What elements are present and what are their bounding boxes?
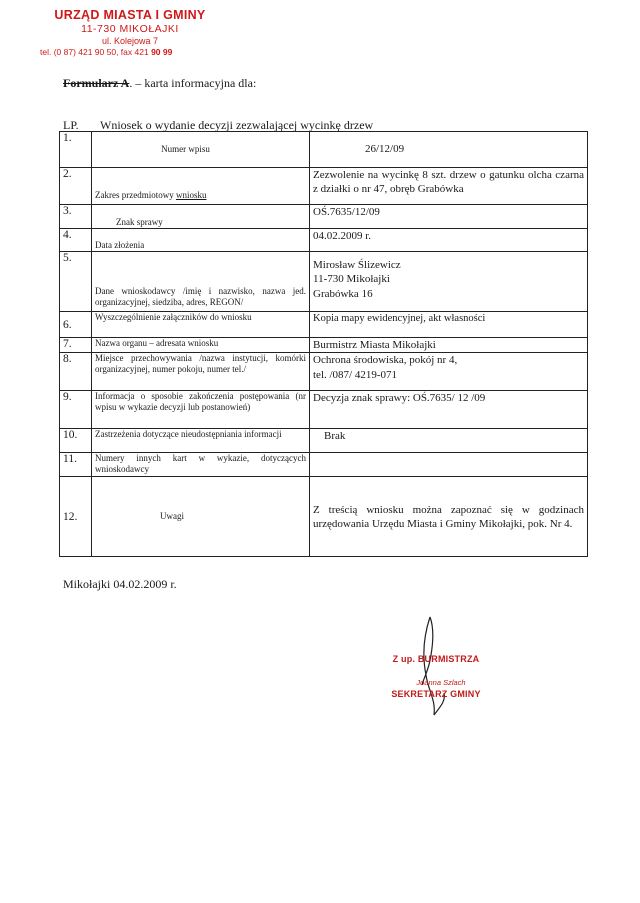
row-number: 6. bbox=[60, 312, 92, 338]
row-value-text: 26/12/09 bbox=[365, 143, 405, 156]
applicant-postcode: 11-730 Mikołajki bbox=[313, 273, 390, 286]
row-label-text: Miejsce przechowywania /nazwa instytucji, komórki organizacyjnej, numer pokoju, numer tel./ bbox=[95, 353, 306, 375]
row-number: 4. bbox=[60, 229, 92, 252]
row-number: 3. bbox=[60, 205, 92, 229]
row-value-text: Brak bbox=[324, 430, 346, 443]
table-row bbox=[60, 391, 588, 429]
row-number: 1. bbox=[60, 132, 92, 168]
applicant-address: Grabówka 16 bbox=[313, 287, 373, 300]
table-row bbox=[60, 132, 588, 168]
row-value: Zezwolenie na wycinkę 8 szt. drzew o gatunku olcha czarna z działki o nr 47, obręb Grabówka bbox=[310, 168, 588, 205]
office-stamp-phone-text: tel. (0 87) 421 90 50, fax 421 bbox=[40, 46, 152, 57]
table-row bbox=[60, 477, 588, 557]
row-value bbox=[310, 453, 588, 477]
signature-stamp-title: SEKRETARZ GMINY bbox=[391, 689, 481, 699]
row-number: 11. bbox=[60, 453, 92, 477]
table-row bbox=[60, 229, 588, 252]
row-label bbox=[92, 353, 310, 391]
row-value bbox=[310, 312, 588, 338]
row-label bbox=[92, 338, 310, 353]
table-row bbox=[60, 453, 588, 477]
row-value: 04.02.2009 r. bbox=[310, 229, 588, 252]
row-label-text: Informacja o sposobie zakończenia postępowania (nr wpisu w wykazie decyzji lub postanowień) bbox=[95, 391, 306, 413]
row-label-text: Numer wpisu bbox=[161, 144, 210, 155]
row-label bbox=[92, 312, 310, 338]
signature-stamp-name: Joanna Szlach bbox=[416, 678, 466, 687]
row-number: 5. bbox=[60, 252, 92, 312]
row-label bbox=[92, 205, 310, 229]
row-value-text: Kopia mapy ewidencyjnej, akt własności bbox=[313, 313, 486, 324]
application-title: Wniosek o wydanie decyzji zezwalającej wycinkę drzew bbox=[100, 118, 374, 132]
row-label-text: Uwagi bbox=[160, 511, 184, 522]
row-label bbox=[92, 477, 310, 557]
row-number: 12. bbox=[60, 477, 92, 557]
place-and-date: Mikołajki 04.02.2009 r. bbox=[63, 577, 177, 591]
row-value: Burmistrz Miasta Mikołajki bbox=[310, 338, 588, 353]
row-number: 2. bbox=[60, 168, 92, 205]
lp-label: LP. bbox=[63, 118, 79, 132]
row-label-text: Nazwa organu – adresata wniosku bbox=[95, 338, 219, 348]
applicant-name: Mirosław Ślizewicz bbox=[313, 259, 401, 271]
info-table bbox=[59, 131, 588, 557]
table-row bbox=[60, 312, 588, 338]
row-value bbox=[310, 252, 588, 312]
row-value bbox=[310, 353, 588, 391]
storage-phone: tel. /087/ 4219-071 bbox=[313, 368, 398, 381]
storage-location: Ochrona środowiska, pokój nr 4, bbox=[313, 354, 458, 367]
table-row bbox=[60, 205, 588, 229]
table-row bbox=[60, 429, 588, 453]
row-label-underlined: wniosku bbox=[175, 190, 207, 201]
signature-stamp bbox=[376, 654, 496, 699]
row-value bbox=[310, 132, 588, 168]
row-number: 10. bbox=[60, 429, 92, 453]
row-number: 8. bbox=[60, 353, 92, 391]
row-number: 7. bbox=[60, 338, 92, 353]
row-value bbox=[310, 429, 588, 453]
office-stamp-fax-tail: 90 99 bbox=[151, 46, 173, 57]
form-title-prefix: Formularz A bbox=[63, 76, 130, 90]
row-value: OŚ.7635/12/09 bbox=[310, 205, 588, 229]
row-value: Z treścią wniosku można zapoznać się w godzinach urzędowania Urzędu Miasta i Gminy Mikołajki, pok. Nr 4. bbox=[310, 477, 588, 557]
row-label-text: Numery innych kart w wykazie, dotyczących wnioskodawcy bbox=[95, 453, 306, 475]
form-title-suffix: . – karta informacyjna dla: bbox=[129, 76, 257, 90]
row-label bbox=[92, 453, 310, 477]
row-label-text: Znak sprawy bbox=[116, 217, 163, 228]
row-label-text: Data złożenia bbox=[95, 240, 145, 251]
signature-stamp-authority: Z up. BURMISTRZA bbox=[392, 654, 480, 664]
office-stamp-phone bbox=[40, 48, 220, 58]
table-row bbox=[60, 168, 588, 205]
office-stamp bbox=[40, 8, 220, 58]
row-label bbox=[92, 132, 310, 168]
row-label bbox=[92, 252, 310, 312]
table-row bbox=[60, 338, 588, 353]
row-label bbox=[92, 391, 310, 429]
row-label-text: Dane wnioskodawcy /imię i nazwisko, nazwa jed. organizacyjnej, siedziba, adres, REGON/ bbox=[95, 286, 306, 308]
row-label bbox=[92, 429, 310, 453]
office-stamp-name: URZĄD MIASTA I GMINY bbox=[54, 8, 206, 22]
row-number: 9. bbox=[60, 391, 92, 429]
form-title bbox=[63, 76, 256, 91]
row-label-text: Zastrzeżenia dotyczące nieudostępniania informacji bbox=[95, 429, 282, 440]
row-value: Decyzja znak sprawy: OŚ.7635/ 12 /09 bbox=[310, 391, 588, 429]
row-label bbox=[92, 229, 310, 252]
office-stamp-postcode: 11-730 MIKOŁAJKI bbox=[81, 23, 179, 36]
office-stamp-street: ul. Kolejowa 7 bbox=[101, 36, 159, 47]
row-label-text: Wyszczególnienie załączników do wniosku bbox=[95, 312, 252, 322]
row-label-text: Zakres przedmiotowy bbox=[95, 190, 176, 201]
row-label bbox=[92, 168, 310, 205]
table-row bbox=[60, 252, 588, 312]
table-row bbox=[60, 353, 588, 391]
